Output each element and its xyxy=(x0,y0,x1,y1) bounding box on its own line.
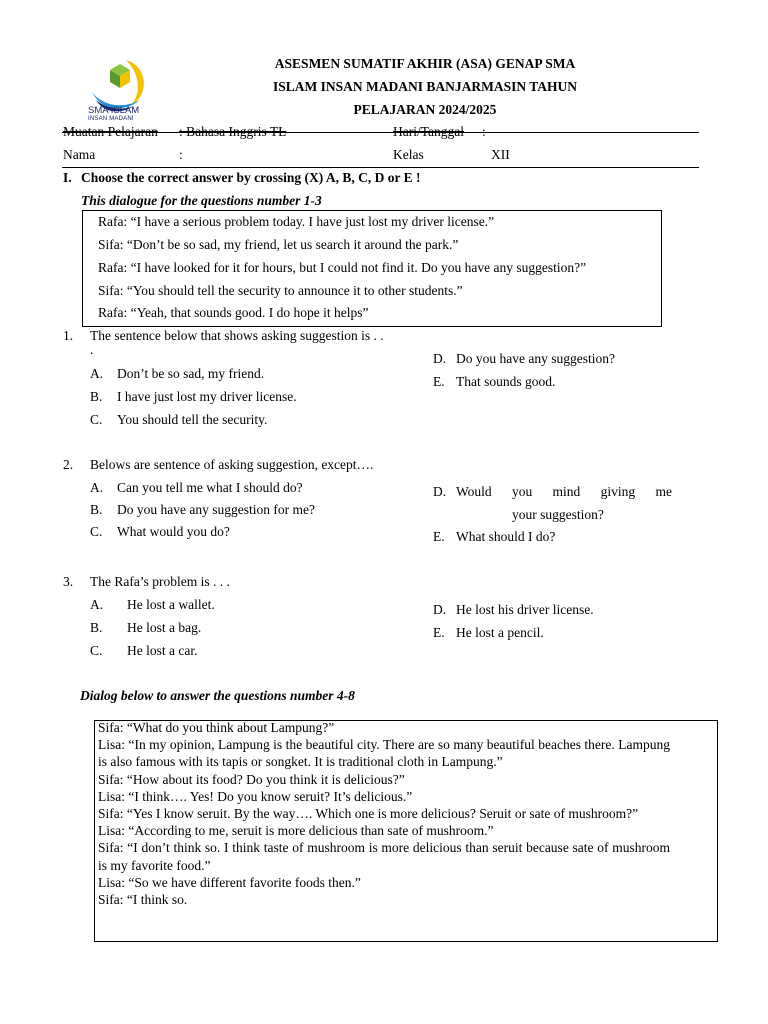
question-text-cont: . xyxy=(90,342,94,357)
option-text-justified xyxy=(456,484,672,500)
option-word: giving xyxy=(600,484,636,499)
section-number: I. xyxy=(63,170,72,185)
option-letter: C. xyxy=(90,524,103,539)
title-line-2: ISLAM INSAN MADANI BANJARMASIN TAHUN xyxy=(272,79,578,94)
section-instruction: Choose the correct answer by crossing (X) A, B, C, D or E ! xyxy=(81,170,421,185)
option-text: Do you have any suggestion for me? xyxy=(117,502,315,517)
dialog2-line: Lisa: “So we have different favorite foods then.” xyxy=(98,874,361,890)
option-letter: E. xyxy=(433,374,445,389)
class-label: Kelas xyxy=(393,147,424,162)
dialog1-line: Sifa: “Don’t be so sad, my friend, let us search it around the park.” xyxy=(98,237,459,252)
option-letter: B. xyxy=(90,502,103,517)
option-letter: A. xyxy=(90,597,104,612)
date-colon: : xyxy=(482,124,486,139)
option-word: mind xyxy=(552,484,581,499)
dialog2-line: Sifa: “What do you think about Lampung?” xyxy=(98,720,335,735)
option-letter: D. xyxy=(433,351,447,366)
title-line-3: PELAJARAN 2024/2025 xyxy=(353,102,497,117)
option-letter: C. xyxy=(90,643,103,658)
option-text: He lost a pencil. xyxy=(456,625,544,640)
class-value: XII xyxy=(491,147,510,162)
dialog2-line: Sifa: “How about its food? Do you think it is delicious?” xyxy=(98,771,405,787)
logo-text-line1: SMA ISLAM xyxy=(88,105,140,116)
date-label: Hari/Tanggal xyxy=(393,124,465,139)
dialog1-line: Rafa: “I have looked for it for hours, but I could not find it. Do you have any suggestion?” xyxy=(98,260,587,275)
option-text: He lost a wallet. xyxy=(127,597,215,612)
dialog1-line: Rafa: “I have a serious problem today. I have just lost my driver license.” xyxy=(98,214,495,229)
option-letter: E. xyxy=(433,529,445,544)
info-divider xyxy=(62,167,699,168)
question-number: 3. xyxy=(63,574,74,589)
option-text: What should I do? xyxy=(456,529,556,544)
option-text: Can you tell me what I should do? xyxy=(117,480,303,495)
header-divider xyxy=(62,132,699,133)
logo-text xyxy=(88,106,139,124)
option-letter: C. xyxy=(90,412,103,427)
dialog2-box xyxy=(94,720,718,942)
dialog2-line: Sifa: “I think so. xyxy=(98,892,188,908)
option-letter: D. xyxy=(433,484,447,499)
name-colon: : xyxy=(179,147,183,162)
option-text: You should tell the security. xyxy=(117,412,268,427)
dialog2-line: Lisa: “According to me, seruit is more delicious than sate of mushroom.” xyxy=(98,823,494,839)
question-number: 1. xyxy=(63,328,74,343)
option-word: me xyxy=(655,484,672,499)
question-number: 2. xyxy=(63,457,74,472)
option-letter: B. xyxy=(90,620,103,635)
dialog1-line: Rafa: “Yeah, that sounds good. I do hope it helps” xyxy=(98,305,369,320)
dialog1-heading: This dialogue for the questions number 1-3 xyxy=(81,193,322,208)
question-text: The Rafa’s problem is . . . xyxy=(90,574,230,589)
dialog2-line: Sifa: “I don’t think so. I think taste of mushroom is more delicious than seruit because sate of mushroom is my favorite food.” xyxy=(98,840,670,873)
option-text: He lost a bag. xyxy=(127,620,202,635)
dialog2-line: Lisa: “In my opinion, Lampung is the beautiful city. There are so many beautiful beaches there. Lampung is also famous with its tapis or songket. It is traditional cloth in Lampung.” xyxy=(98,737,670,770)
name-label: Nama xyxy=(63,147,96,162)
dialog2-heading: Dialog below to answer the questions number 4-8 xyxy=(80,688,355,703)
option-letter: D. xyxy=(433,602,447,617)
dialog1-line: Sifa: “You should tell the security to announce it to other students.” xyxy=(98,283,463,298)
dialog2-line: Lisa: “I think…. Yes! Do you know seruit? It’s delicious.” xyxy=(98,788,413,804)
option-text: Do you have any suggestion? xyxy=(456,351,615,366)
title-line-1: ASESMEN SUMATIF AKHIR (ASA) GENAP SMA xyxy=(274,56,576,71)
option-word: you xyxy=(511,484,533,499)
option-text-cont: your suggestion? xyxy=(512,507,604,522)
option-letter: A. xyxy=(90,366,104,381)
option-text: He lost his driver license. xyxy=(456,602,594,617)
option-text: That sounds good. xyxy=(456,374,556,389)
question-text: The sentence below that shows asking suggestion is . . xyxy=(90,328,384,343)
option-text: He lost a car. xyxy=(127,643,198,658)
dialog2-text xyxy=(98,719,670,908)
question-text: Belows are sentence of asking suggestion, except…. xyxy=(90,457,374,472)
subject-label: Muatan Pelajaran xyxy=(63,124,158,139)
option-text: What would you do? xyxy=(117,524,230,539)
option-text: I have just lost my driver license. xyxy=(117,389,297,404)
option-letter: E. xyxy=(433,625,445,640)
logo-text-line2: INSAN MADANI xyxy=(88,116,134,122)
option-text: Don’t be so sad, my friend. xyxy=(117,366,265,381)
dialog2-line: Sifa: “Yes I know seruit. By the way…. Which one is more delicious? Seruit or sate of mushroom?” xyxy=(98,806,639,822)
option-word: Would xyxy=(456,484,492,499)
subject-value: : Bahasa Inggris TL xyxy=(179,124,287,139)
option-letter: A. xyxy=(90,480,104,495)
option-letter: B. xyxy=(90,389,103,404)
